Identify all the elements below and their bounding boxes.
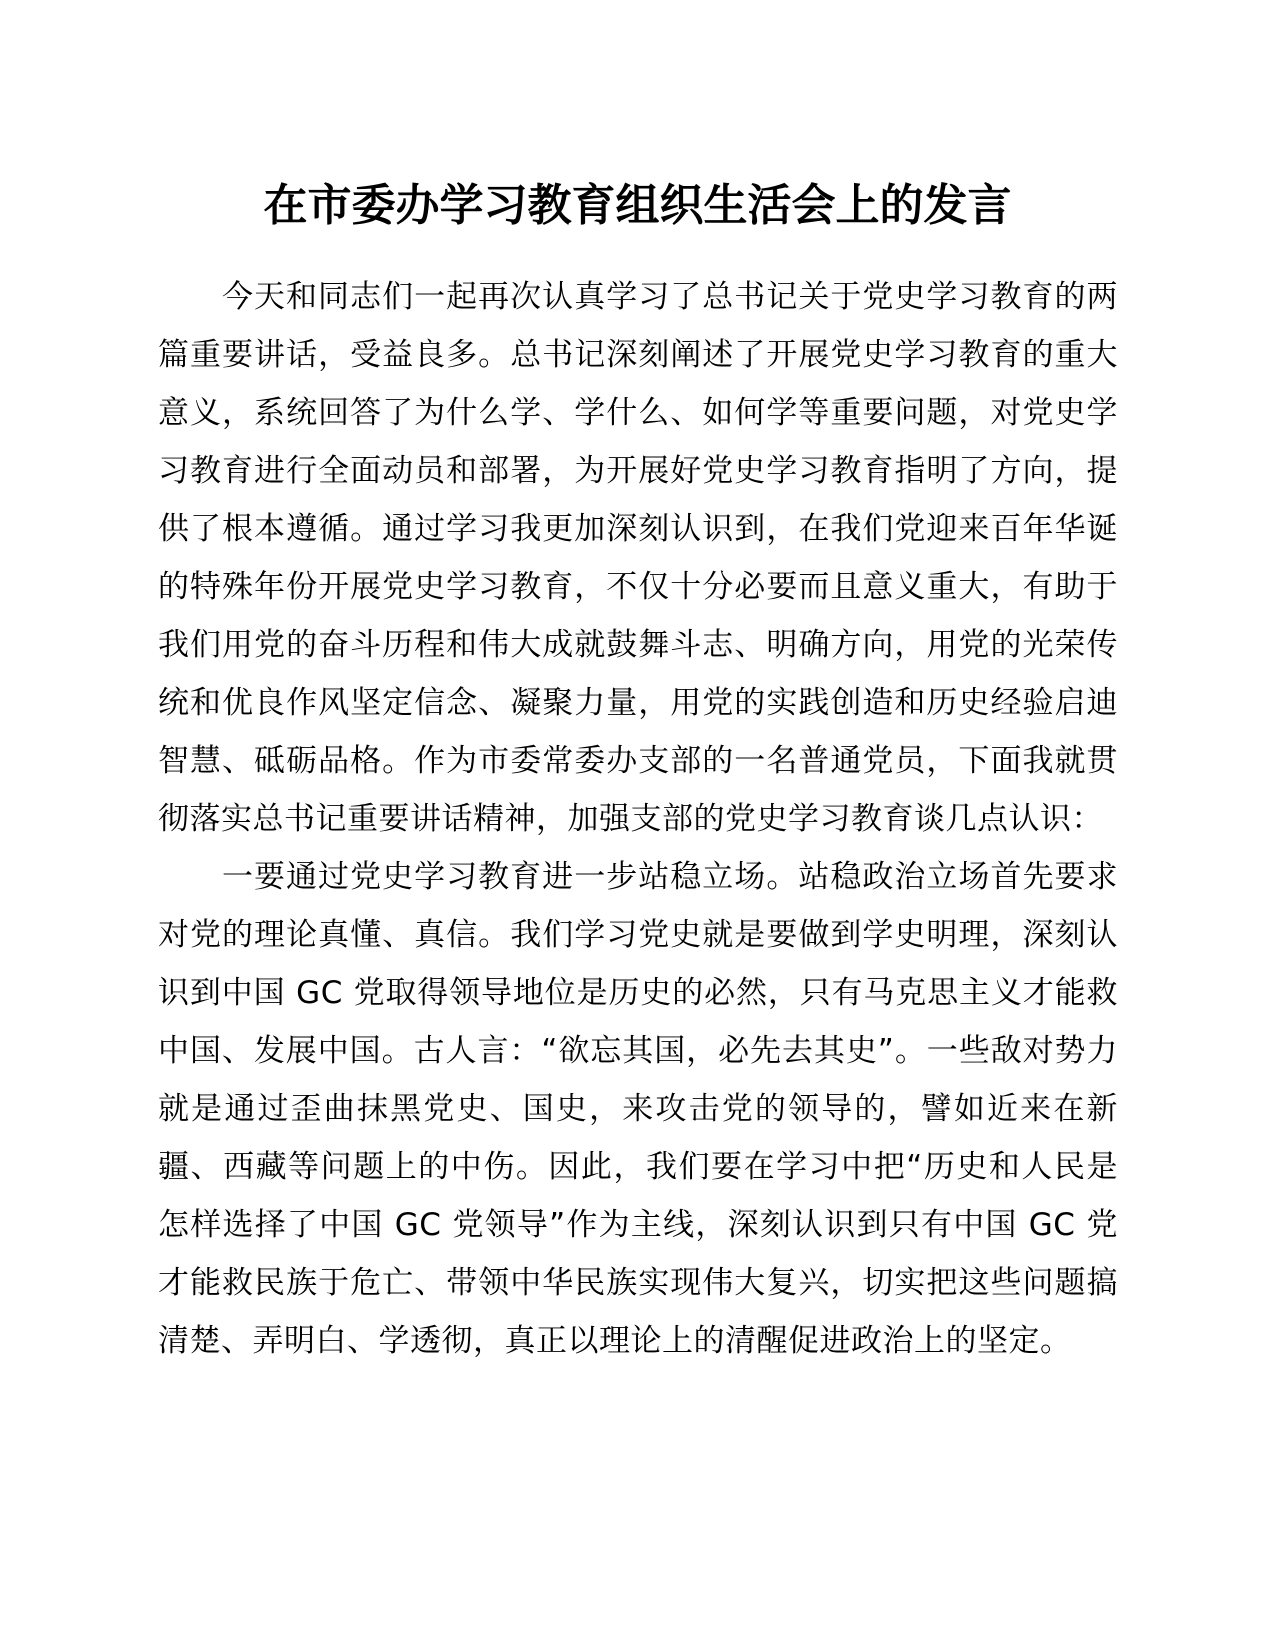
paragraph-intro: 今天和同志们一起再次认真学习了总书记关于党史学习教育的两篇重要讲话，受益良多。总书记深刻阐述了开展党史学习教育的重大意义，系统回答了为什么学、学什么、如何学等重要问题，对党史学习教育进行全面动员和部署，为开展好党史学习教育指明了方向，提供了根本遵循。通过学习我更加深刻认识到，在我们党迎来百年华诞的特殊年份开展党史学习教育，不仅十分必要而且意义重大，有助于我们用党的奋斗历程和伟大成就鼓舞斗志、明确方向，用党的光荣传统和优良作风坚定信念、凝聚力量，用党的实践创造和历史经验启迪智慧、砥砺品格。作为市委常委办支部的一名普通党员，下面我就贯彻落实总书记重要讲话精神，加强支部的党史学习教育谈几点认识： [158,279,1118,837]
document-title: 在市委办学习教育组织生活会上的发言 [263,180,1012,231]
paragraph-point-one: 一要通过党史学习教育进一步站稳立场。站稳政治立场首先要求对党的理论真懂、真信。我们学习党史就是要做到学史明理，深刻认识到中国 GC 党取得领导地位是历史的必然，只有马克思主义才能救中国、发展中国。古人言：“欲忘其国，必先去其史”。一些敌对势力就是通过歪曲抹黑党史、国史，来攻击党的领导的，譬如近来在新疆、西藏等问题上的中伤。因此，我们要在学习中把“历史和人民是怎样选择了中国 GC 党领导”作为主线，深刻认识到只有中国 GC 党才能救民族于危亡、带领中华民族实现伟大复兴，切实把这些问题搞清楚、弄明白、学透彻，真正以理论上的清醒促进政治上的坚定。 [158,859,1118,1359]
document-body [158,268,1118,1370]
